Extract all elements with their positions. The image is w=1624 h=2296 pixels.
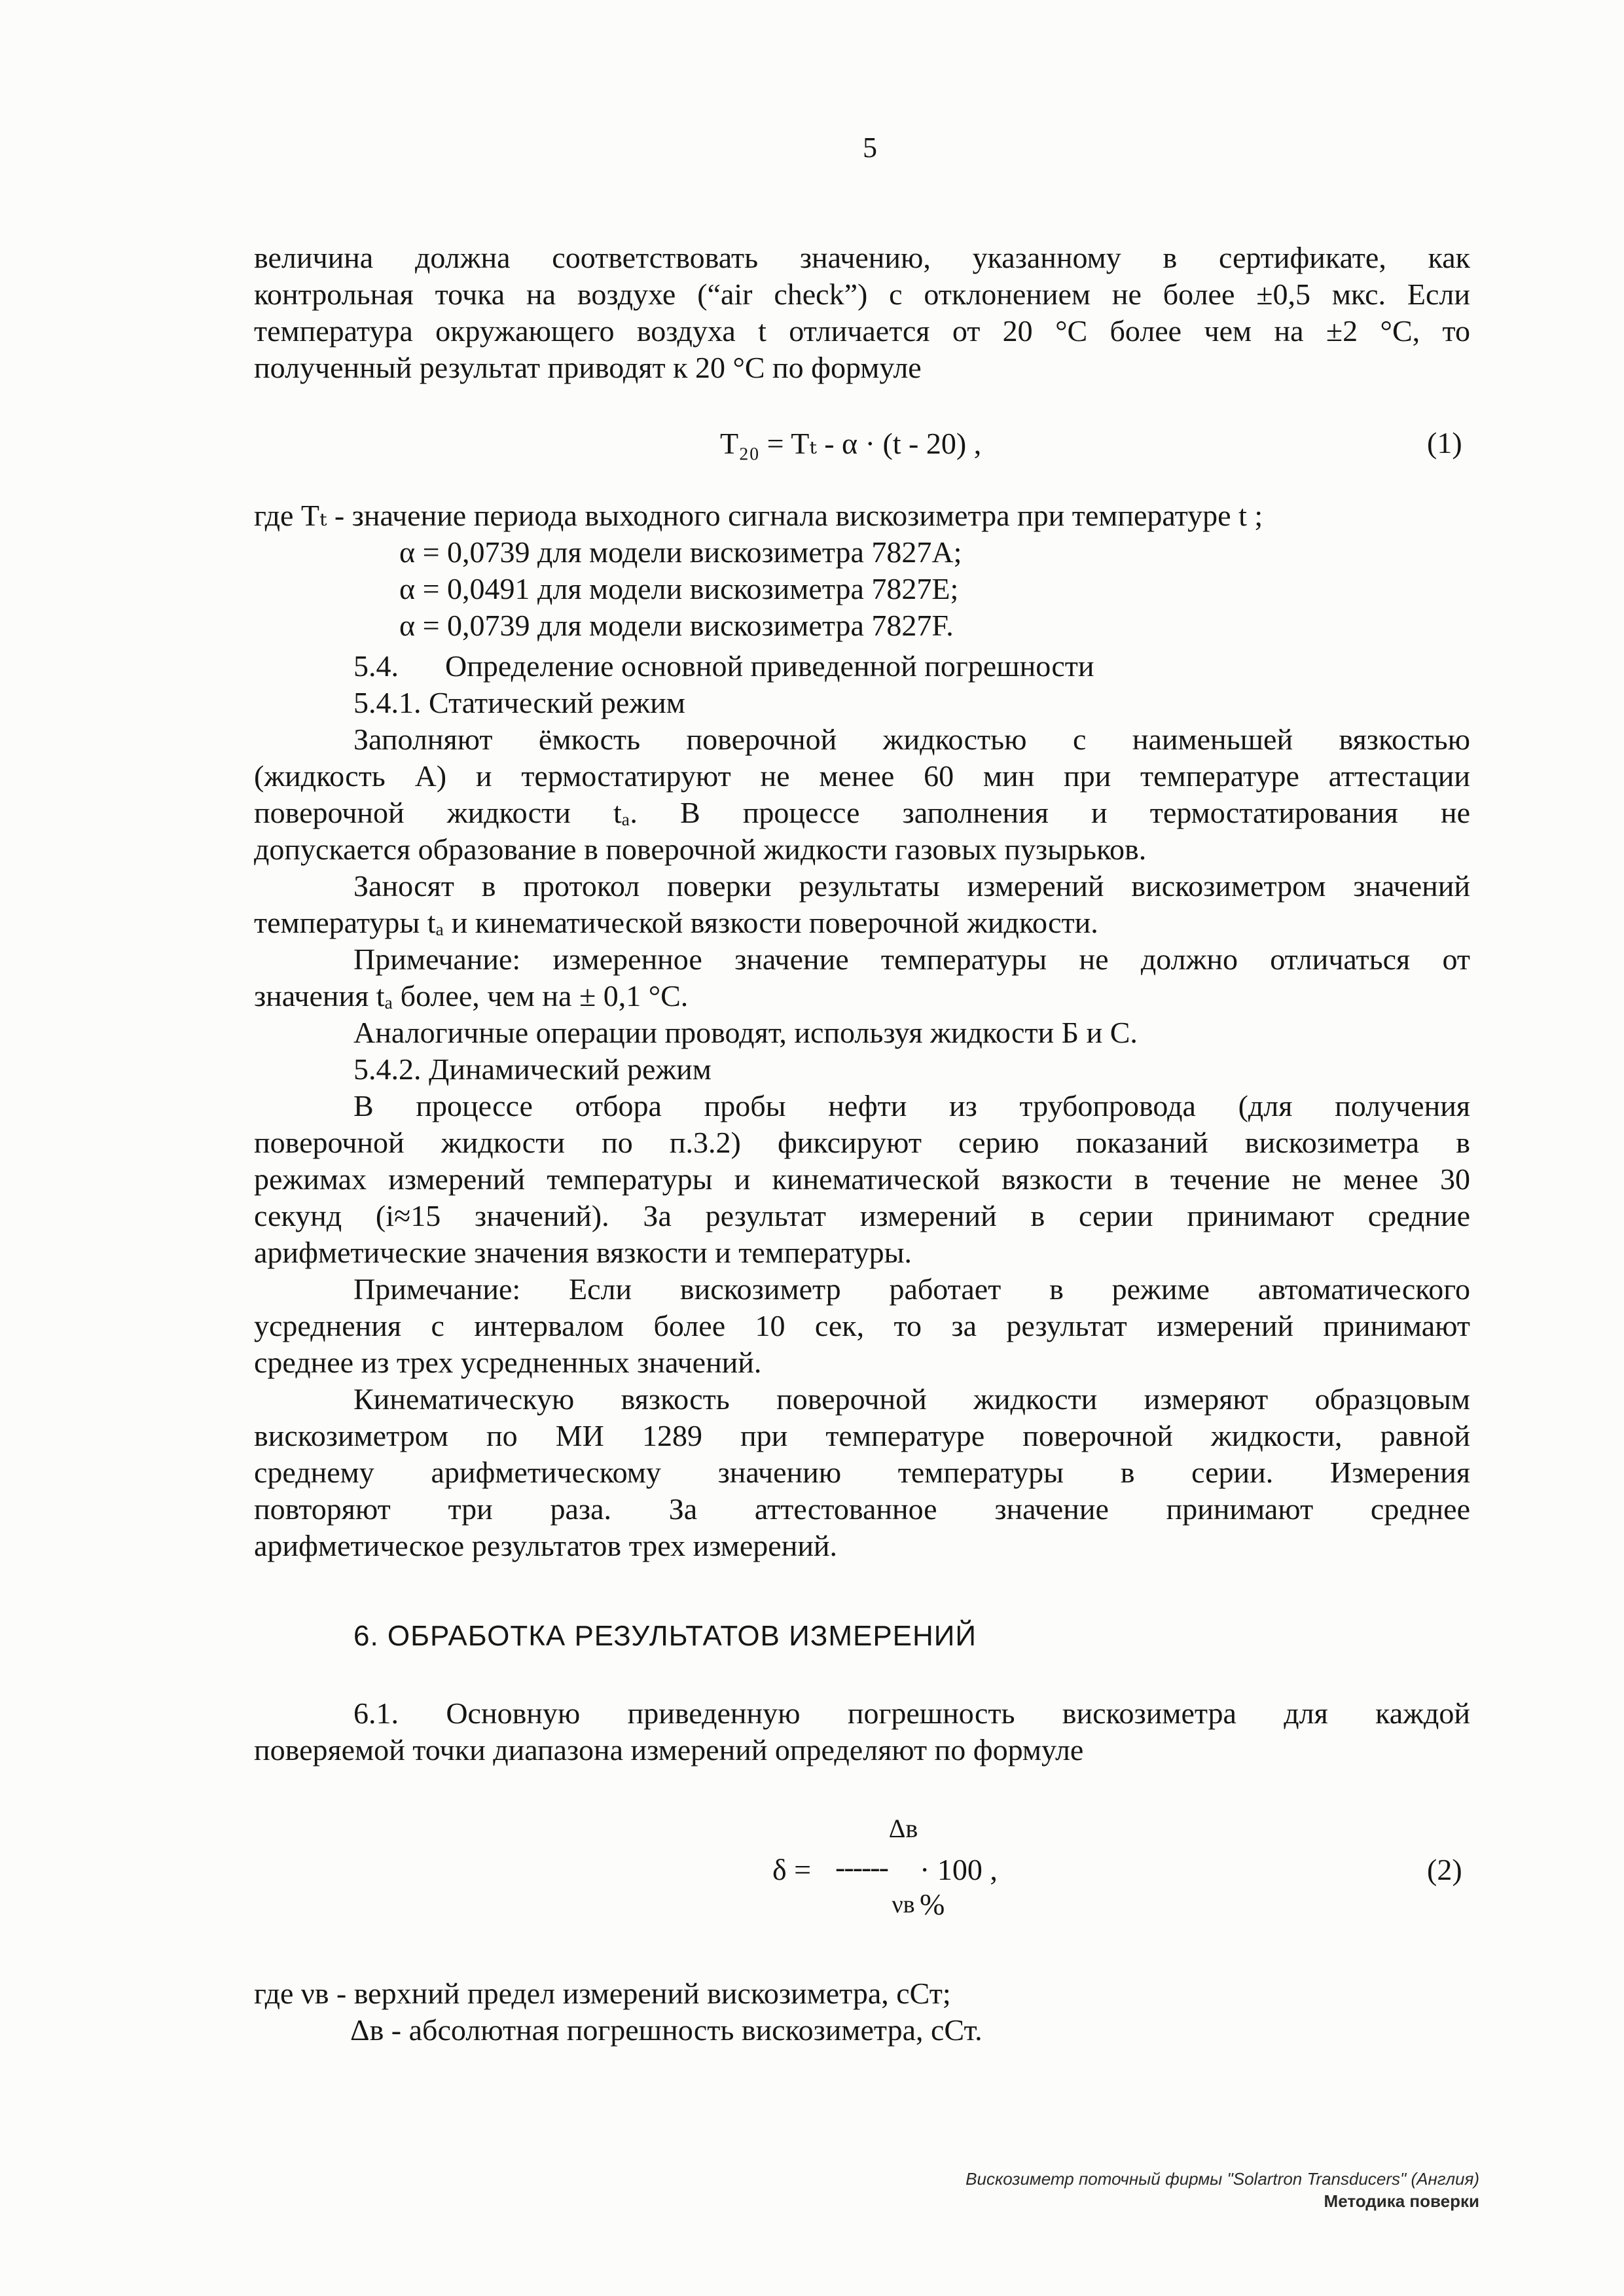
- text-line: температуры tₐ и кинематической вязкости поверочной жидкости.: [254, 906, 1098, 939]
- text-line: контрольная точка на воздухе (“air check”) с отклонением не более ±0,5 мкс. Если: [254, 278, 1470, 311]
- subsection-5-4-2: 5.4.2. Динамический режим: [353, 1052, 712, 1086]
- intro-paragraph: [254, 240, 1470, 386]
- text-line: повторяют три раза. За аттестованное значение принимают среднее: [254, 1492, 1470, 1526]
- paragraph-dynamic: [254, 1088, 1470, 1271]
- subsection-5-4-1: 5.4.1. Статический режим: [353, 686, 685, 719]
- paragraph-6-1: [254, 1695, 1470, 1768]
- formula-2-lhs: δ =: [772, 1853, 812, 1886]
- text-line: температура окружающего воздуха t отличается от 20 °С более чем на ±2 °С, то: [254, 314, 1470, 348]
- text-line: режимах измерений температуры и кинематической вязкости в течение не менее 30: [254, 1162, 1470, 1196]
- alpha-item: α = 0,0491 для модели вискозиметра 7827Е;: [399, 572, 959, 605]
- text-line: секунд (i≈15 значений). За результат измерений в серии принимают средние: [254, 1199, 1470, 1232]
- text-line: значения tₐ более, чем на ± 0,1 °С.: [254, 979, 689, 1013]
- alpha-list: [399, 534, 962, 644]
- formula-2-fraction-bar: ------: [835, 1850, 888, 1884]
- text-line: среднему арифметическому значению температуры в серии. Измерения: [254, 1456, 1470, 1489]
- text-line: вискозиметром по МИ 1289 при температуре поверочной жидкости, равной: [254, 1419, 1470, 1452]
- text-line: арифметическое результатов трех измерений.: [254, 1529, 838, 1562]
- formula-1-where: где Tₜ - значение периода выходного сигнала вискозиметра при температуре t ;: [254, 499, 1263, 532]
- text-line: поверяемой точки диапазона измерений определяют по формуле: [254, 1733, 1084, 1767]
- text-line: Кинематическую вязкость поверочной жидкости измеряют образцовым: [353, 1382, 1470, 1416]
- text-line: Примечание: Если вискозиметр работает в режиме автоматического: [353, 1272, 1470, 1306]
- formula-2-numerator: Δв: [888, 1814, 918, 1843]
- formula-2-where-first: где νв - верхний предел измерений вискозиметра, сСт;: [254, 1977, 951, 2010]
- formula-1: T₂₀ = Tₜ - α · (t - 20) ,: [720, 427, 982, 460]
- text-line: допускается образование в поверочной жидкости газовых пузырьков.: [254, 833, 1147, 866]
- alpha-item: α = 0,0739 для модели вискозиметра 7827А;: [399, 535, 962, 569]
- alpha-item: α = 0,0739 для модели вискозиметра 7827F.: [399, 609, 954, 642]
- formula-2-where-second: Δв - абсолютная погрешность вискозиметра, сСт.: [350, 2013, 983, 2047]
- section-6-heading: 6. ОБРАБОТКА РЕЗУЛЬТАТОВ ИЗМЕРЕНИЙ: [353, 1620, 977, 1652]
- formula-2-denominator: νв: [892, 1891, 915, 1918]
- section-5-4-number: 5.4.: [353, 649, 399, 683]
- formula-2-number: (2): [1427, 1853, 1462, 1886]
- text-line: В процессе отбора пробы нефти из трубопровода (для получения: [353, 1089, 1470, 1122]
- formula-2: [772, 1813, 1021, 1931]
- formula-1-number: (1): [1427, 426, 1462, 459]
- text-line: Примечание: измеренное значение температуры не должно отличаться от: [353, 942, 1470, 976]
- text-line: Заполняют ёмкость поверочной жидкостью с наименьшей вязкостью: [353, 723, 1470, 756]
- paragraph-note-2: [254, 1271, 1470, 1381]
- text-line: среднее из трех усредненных значений.: [254, 1346, 762, 1379]
- page-footer: [720, 2168, 1479, 2212]
- paragraph-filling: [254, 721, 1470, 868]
- paragraph-analogous: Аналогичные операции проводят, используя жидкости Б и С.: [353, 1016, 1138, 1049]
- text-line: полученный результат приводят к 20 °С по формуле: [254, 351, 922, 384]
- page-number: 5: [863, 132, 877, 164]
- text-line: арифметические значения вязкости и температуры.: [254, 1236, 912, 1269]
- text-line: усреднения с интервалом более 10 сек, то за результат измерений принимают: [254, 1309, 1470, 1342]
- paragraph-kinematic: [254, 1381, 1470, 1564]
- formula-2-rhs: · 100 , %: [920, 1853, 998, 1921]
- footer-document-title: Методика поверки: [1324, 2191, 1479, 2211]
- text-line: (жидкость А) и термостатируют не менее 60 мин при температуре аттестации: [254, 759, 1470, 793]
- paragraph-protocol: [254, 868, 1470, 941]
- text-line: величина должна соответствовать значению, указанному в сертификате, как: [254, 241, 1470, 274]
- text-line: поверочной жидкости по п.3.2) фиксируют серию показаний вискозиметра в: [254, 1126, 1470, 1159]
- paragraph-note-1: [254, 941, 1470, 1014]
- text-line: Заносят в протокол поверки результаты измерений вискозиметром значений: [353, 869, 1470, 903]
- text-line: 6.1. Основную приведенную погрешность вискозиметра для каждой: [353, 1696, 1470, 1730]
- section-5-4-title: Определение основной приведенной погрешности: [445, 649, 1094, 683]
- footer-device-name: Вискозиметр поточный фирмы "Solartron Transducers" (Англия): [965, 2169, 1479, 2189]
- text-line: поверочной жидкости tₐ. В процессе заполнения и термостатирования не: [254, 796, 1470, 829]
